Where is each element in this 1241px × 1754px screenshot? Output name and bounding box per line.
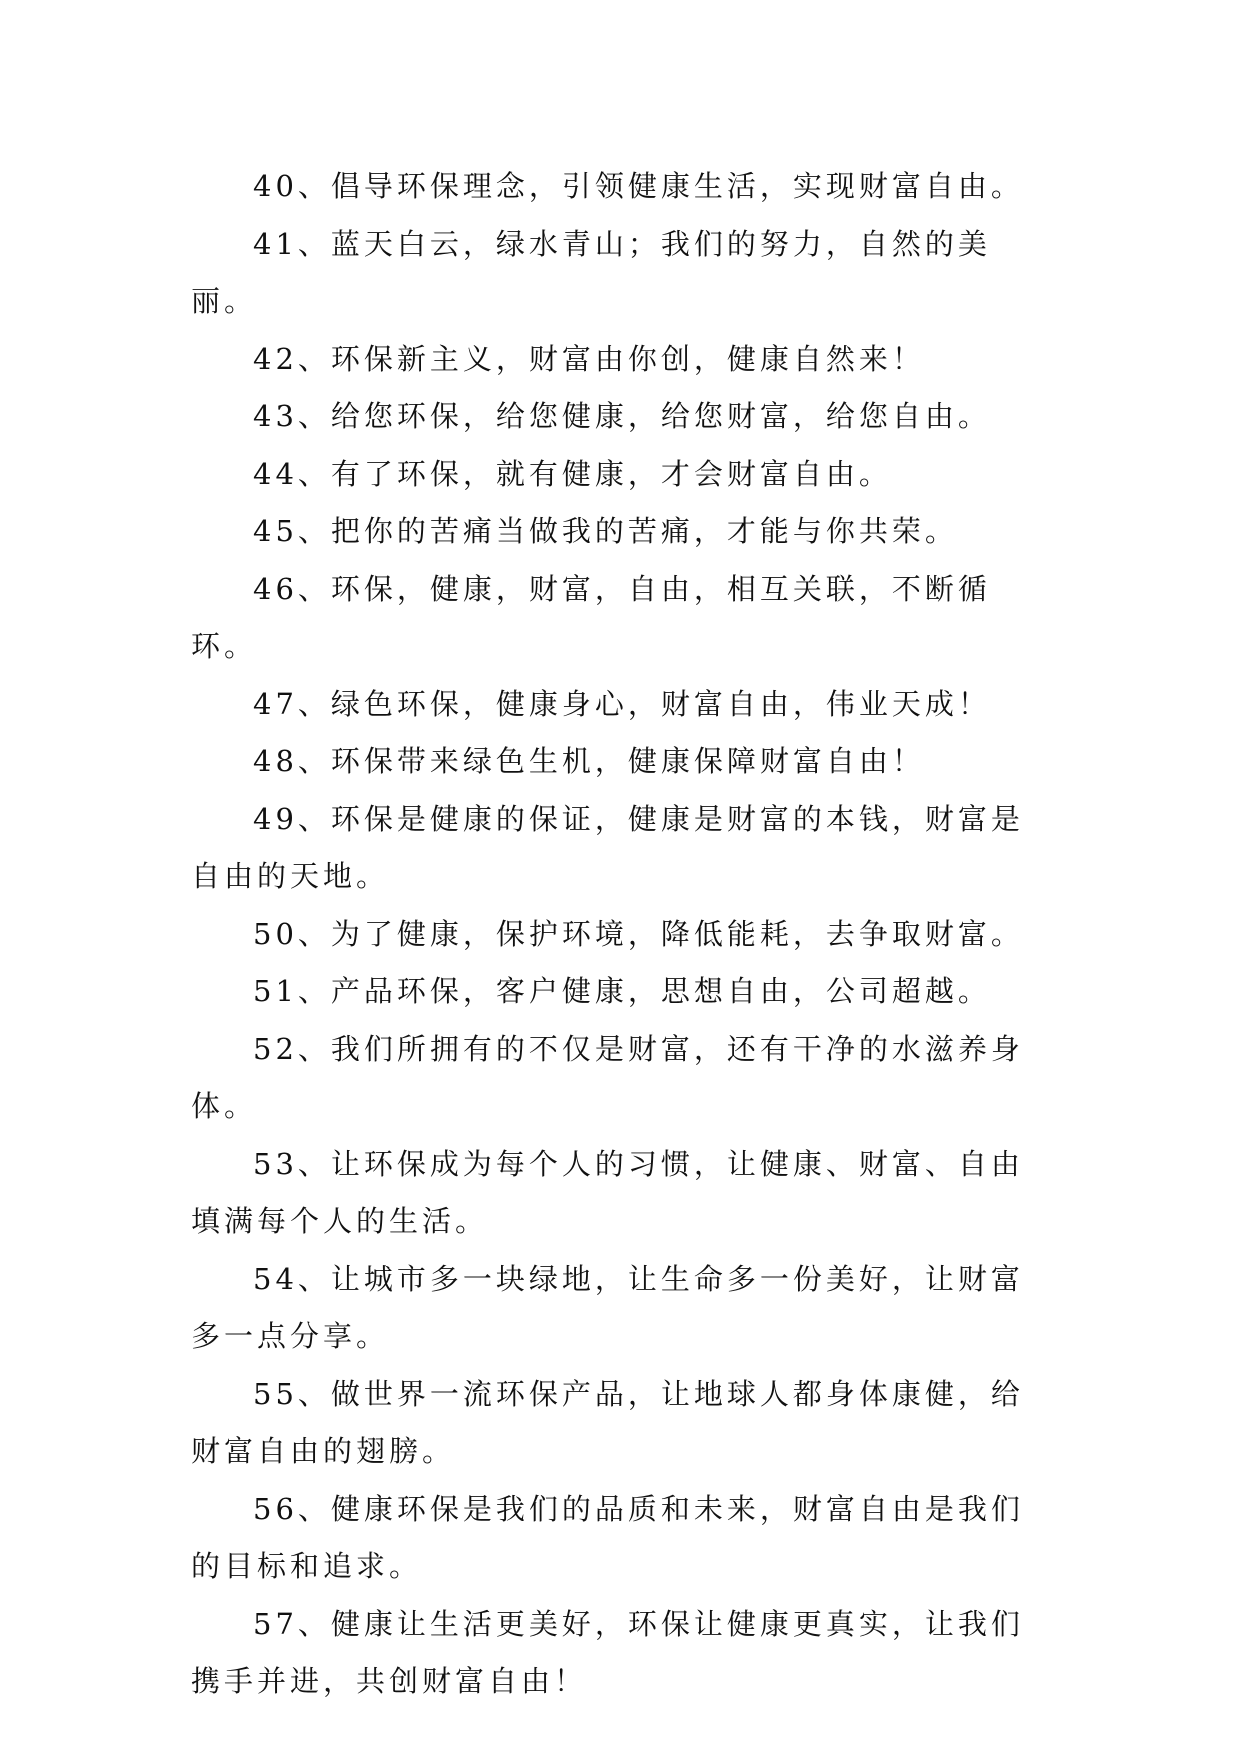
- slogan-paragraph-42: 42、环保新主义，财富由你创，健康自然来！: [253, 341, 925, 376]
- document-body: [191, 158, 1051, 1711]
- slogan-paragraph-48: 48、环保带来绿色生机，健康保障财富自由！: [253, 744, 925, 778]
- slogan-paragraph-51: 51、产品环保，客户健康，思想自由，公司超越。: [253, 974, 991, 1008]
- slogan-paragraph-43: 43、给您环保，给您健康，给您财富，给您自由。: [253, 399, 991, 433]
- slogan-paragraph-52: 52、我们所拥有的不仅是财富，还有干净的水滋养身体。: [191, 1031, 1024, 1123]
- slogan-paragraph-50: 50、为了健康，保护环境，降低能耗，去争取财富。: [253, 916, 1024, 951]
- slogan-paragraph-56: 56、健康环保是我们的品质和未来，财富自由是我们的目标和追求。: [191, 1491, 1024, 1583]
- slogan-paragraph-54: 54、让城市多一块绿地，让生命多一份美好，让财富多一点分享。: [191, 1261, 1024, 1353]
- slogan-paragraph-49: 49、环保是健康的保证，健康是财富的本钱，财富是自由的天地。: [191, 801, 1024, 893]
- slogan-paragraph-55: 55、做世界一流环保产品，让地球人都身体康健，给财富自由的翅膀。: [191, 1376, 1024, 1468]
- slogan-paragraph-46: 46、环保，健康，财富，自由，相互关联，不断循环。: [191, 571, 991, 663]
- slogan-paragraph-41: 41、蓝天白云，绿水青山；我们的努力，自然的美丽。: [191, 226, 991, 318]
- slogan-paragraph-45: 45、把你的苦痛当做我的苦痛，才能与你共荣。: [253, 514, 958, 548]
- slogan-paragraph-57: 57、健康让生活更美好，环保让健康更真实，让我们携手并进，共创财富自由！: [191, 1606, 1024, 1698]
- slogan-paragraph-40: 40、倡导环保理念，引领健康生活，实现财富自由。: [253, 169, 1024, 203]
- slogan-paragraph-47: 47、绿色环保，健康身心，财富自由，伟业天成！: [253, 686, 991, 721]
- slogan-paragraph-44: 44、有了环保，就有健康，才会财富自由。: [253, 456, 892, 491]
- slogan-paragraph-53: 53、让环保成为每个人的习惯，让健康、财富、自由填满每个人的生活。: [191, 1146, 1024, 1238]
